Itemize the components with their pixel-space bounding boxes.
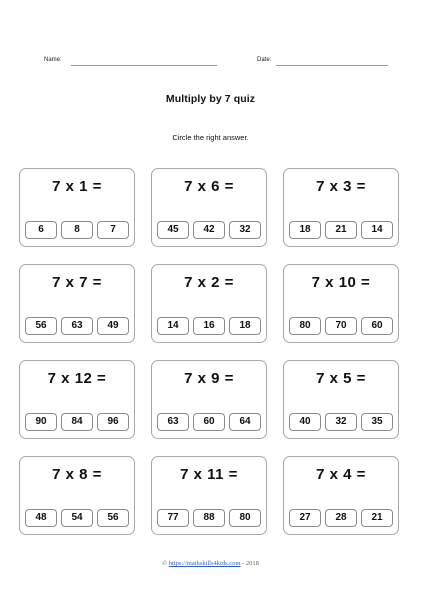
answer-option[interactable]: 77 [157, 509, 189, 527]
copyright-symbol: © [162, 560, 168, 567]
question-card [283, 456, 399, 535]
question-text: 7 x 7 = [52, 274, 102, 291]
answer-option[interactable]: 40 [289, 413, 321, 431]
question-text: 7 x 11 = [180, 466, 238, 483]
answer-option[interactable]: 32 [325, 413, 357, 431]
answer-option[interactable]: 32 [229, 221, 261, 239]
question-text: 7 x 9 = [184, 370, 234, 387]
question-text: 7 x 1 = [52, 178, 102, 195]
answer-options [25, 413, 129, 431]
answer-options [289, 413, 393, 431]
answer-option[interactable]: 14 [361, 221, 393, 239]
answer-option[interactable]: 16 [193, 317, 225, 335]
question-card [151, 264, 267, 343]
question-text: 7 x 6 = [184, 178, 234, 195]
question-card [19, 168, 135, 247]
question-text: 7 x 8 = [52, 466, 102, 483]
date-field[interactable] [276, 65, 388, 66]
answer-options [289, 317, 393, 335]
answer-option[interactable]: 48 [25, 509, 57, 527]
answer-option[interactable]: 88 [193, 509, 225, 527]
header-row [0, 56, 421, 70]
answer-option[interactable]: 18 [289, 221, 321, 239]
answer-options [289, 221, 393, 239]
answer-option[interactable]: 56 [25, 317, 57, 335]
answer-option[interactable]: 60 [361, 317, 393, 335]
answer-option[interactable]: 64 [229, 413, 261, 431]
question-card [19, 456, 135, 535]
quiz-grid [19, 168, 399, 535]
answer-option[interactable]: 14 [157, 317, 189, 335]
question-card [151, 168, 267, 247]
answer-option[interactable]: 21 [325, 221, 357, 239]
answer-option[interactable]: 27 [289, 509, 321, 527]
question-card [283, 360, 399, 439]
answer-option[interactable]: 84 [61, 413, 93, 431]
answer-option[interactable]: 21 [361, 509, 393, 527]
answer-option[interactable]: 8 [61, 221, 93, 239]
answer-option[interactable]: 54 [61, 509, 93, 527]
answer-option[interactable]: 35 [361, 413, 393, 431]
question-card [19, 360, 135, 439]
question-text: 7 x 12 = [47, 370, 107, 387]
website-link[interactable]: https://mathskills4kids.com [168, 560, 241, 567]
answer-options [25, 317, 129, 335]
answer-option[interactable]: 60 [193, 413, 225, 431]
question-card [151, 360, 267, 439]
question-card [283, 168, 399, 247]
answer-option[interactable]: 80 [289, 317, 321, 335]
instruction-text: Circle the right answer. [172, 133, 249, 142]
answer-options [25, 509, 129, 527]
answer-options [25, 221, 129, 239]
answer-option[interactable]: 42 [193, 221, 225, 239]
answer-option[interactable]: 80 [229, 509, 261, 527]
answer-options [157, 317, 261, 335]
answer-option[interactable]: 45 [157, 221, 189, 239]
answer-option[interactable]: 28 [325, 509, 357, 527]
date-label: Date: [257, 57, 272, 63]
question-card [151, 456, 267, 535]
page-title: Multiply by 7 quiz [165, 93, 256, 105]
name-field[interactable] [71, 65, 217, 66]
answer-options [157, 221, 261, 239]
answer-option[interactable]: 49 [97, 317, 129, 335]
name-label: Name: [44, 57, 62, 63]
question-card [283, 264, 399, 343]
answer-options [157, 413, 261, 431]
question-text: 7 x 2 = [184, 274, 234, 291]
question-text: 7 x 4 = [316, 466, 366, 483]
answer-option[interactable]: 90 [25, 413, 57, 431]
answer-options [157, 509, 261, 527]
answer-option[interactable]: 70 [325, 317, 357, 335]
answer-option[interactable]: 6 [25, 221, 57, 239]
footer [0, 560, 421, 567]
question-card [19, 264, 135, 343]
answer-option[interactable]: 63 [61, 317, 93, 335]
question-text: 7 x 5 = [316, 370, 366, 387]
answer-option[interactable]: 96 [97, 413, 129, 431]
answer-option[interactable]: 63 [157, 413, 189, 431]
question-text: 7 x 10 = [311, 274, 371, 291]
answer-option[interactable]: 18 [229, 317, 261, 335]
answer-options [289, 509, 393, 527]
question-text: 7 x 3 = [316, 178, 366, 195]
answer-option[interactable]: 7 [97, 221, 129, 239]
answer-option[interactable]: 56 [97, 509, 129, 527]
copyright-year: - 2018 [242, 560, 259, 567]
